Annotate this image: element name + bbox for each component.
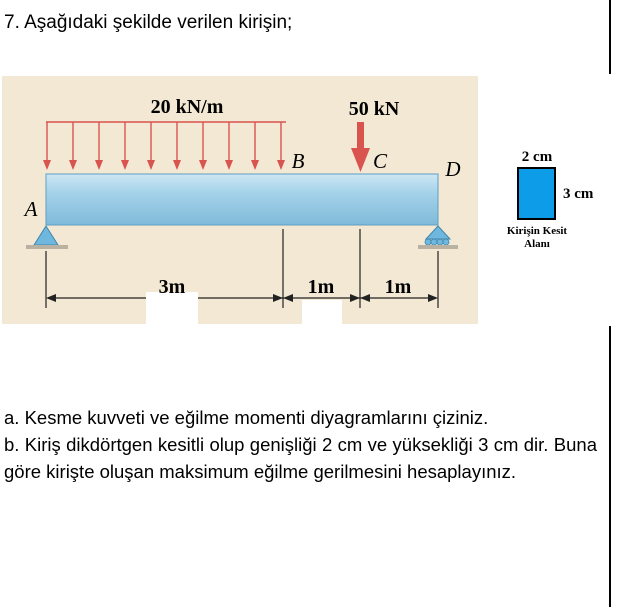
dimension-label-1m-cd: 1m xyxy=(384,276,412,298)
section-width-label: 2 cm xyxy=(521,149,553,165)
section-caption-line1: Kirişin Kesit xyxy=(506,225,568,237)
point-load-arrow xyxy=(351,122,370,172)
pin-support-a xyxy=(26,226,68,249)
beam xyxy=(46,174,438,225)
section-height-label: 3 cm xyxy=(563,186,594,202)
point-label-b: B xyxy=(291,149,305,173)
cross-section-figure xyxy=(490,140,617,270)
margin-line-top xyxy=(609,0,611,74)
question-title: 7. Aşağıdaki şekilde verilen kirişin; xyxy=(4,12,293,33)
point-label-d: D xyxy=(445,157,461,181)
margin-line-bottom xyxy=(609,326,611,607)
dimension-label-1m-bc: 1m xyxy=(307,276,335,298)
point-load-label: 50 kN xyxy=(348,98,400,120)
question-part-a: a. Kesme kuvveti ve eğilme momenti diyagramlarını çiziniz. xyxy=(4,407,489,428)
beam-figure-panel xyxy=(2,76,478,324)
dimension-extension-lines xyxy=(46,229,438,308)
distributed-load-arrows xyxy=(43,122,285,170)
dimension-line xyxy=(46,294,438,302)
section-rectangle xyxy=(518,168,555,219)
point-label-a: A xyxy=(24,197,38,221)
roller-support-d xyxy=(418,226,458,249)
section-caption-line2: Alanı xyxy=(524,238,550,250)
question-part-b: b. Kiriş dikdörtgen kesitli olup genişliği 2 cm ve yüksekliği 3 cm dir. Buna göre kirişte oluşan maksimum eğilme gerilmesini hesaplayınız. xyxy=(4,434,597,482)
point-label-c: C xyxy=(372,149,388,173)
distributed-load-label: 20 kN/m xyxy=(150,96,224,118)
dimension-label-3m: 3m xyxy=(158,276,186,298)
label-bg-1m-a xyxy=(302,300,342,324)
beam-diagram xyxy=(2,76,478,324)
